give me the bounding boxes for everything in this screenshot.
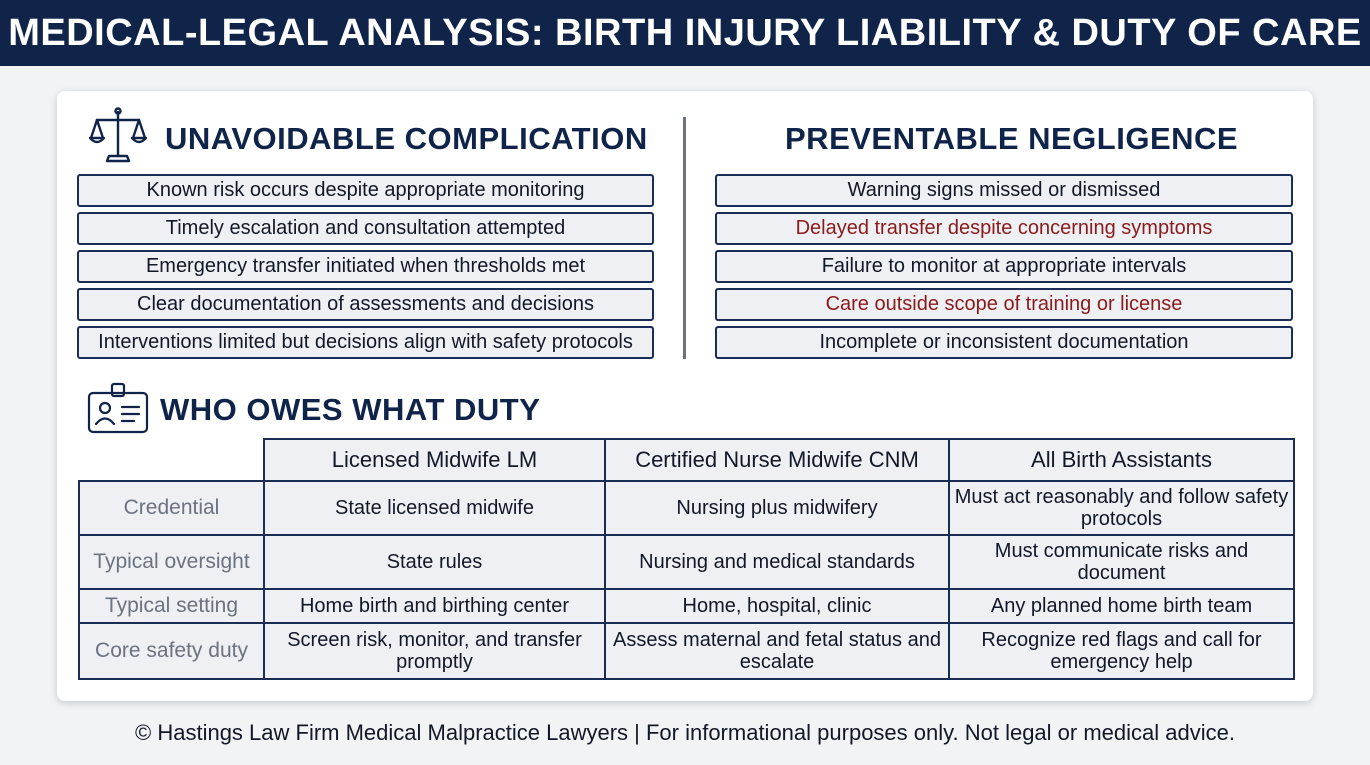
table-row xyxy=(79,589,1294,623)
table-cell: Screen risk, monitor, and transfer promptly xyxy=(264,623,605,679)
column-divider xyxy=(683,117,686,359)
table-header-row xyxy=(79,439,1294,481)
table-cell: State rules xyxy=(264,535,605,589)
duty-table xyxy=(78,438,1295,680)
table-cell: Assess maternal and fetal status and escalate xyxy=(605,623,949,679)
left-column-title: UNAVOIDABLE COMPLICATION xyxy=(165,121,648,156)
table-cell: State licensed midwife xyxy=(264,481,605,535)
table-cell: Home birth and birthing center xyxy=(264,589,605,623)
column-header: All Birth Assistants xyxy=(949,439,1294,481)
column-header: Licensed Midwife LM xyxy=(264,439,605,481)
right-column-title: PREVENTABLE NEGLIGENCE xyxy=(785,121,1239,156)
table-cell: Nursing plus midwifery xyxy=(605,481,949,535)
table-cell: Must act reasonably and follow safety protocols xyxy=(949,481,1294,535)
duty-section-title: WHO OWES WHAT DUTY xyxy=(160,392,541,427)
left-item: Known risk occurs despite appropriate monitoring xyxy=(77,174,654,207)
footer-disclaimer: © Hastings Law Firm Medical Malpractice Lawyers | For informational purposes only. Not legal or medical advice. xyxy=(135,720,1235,745)
table-cell: Home, hospital, clinic xyxy=(605,589,949,623)
column-header: Certified Nurse Midwife CNM xyxy=(605,439,949,481)
row-label: Typical oversight xyxy=(79,535,264,589)
table-row xyxy=(79,481,1294,535)
table-row xyxy=(79,623,1294,679)
left-item: Emergency transfer initiated when thresholds met xyxy=(77,250,654,283)
row-label: Core safety duty xyxy=(79,623,264,679)
row-label: Credential xyxy=(79,481,264,535)
left-item: Interventions limited but decisions align with safety protocols xyxy=(77,326,654,359)
table-corner xyxy=(79,439,264,481)
table-cell: Recognize red flags and call for emergency help xyxy=(949,623,1294,679)
left-item: Clear documentation of assessments and decisions xyxy=(77,288,654,321)
table-cell: Any planned home birth team xyxy=(949,589,1294,623)
table-cell: Must communicate risks and document xyxy=(949,535,1294,589)
right-item-highlighted: Care outside scope of training or license xyxy=(715,288,1293,321)
id-badge-icon xyxy=(86,381,150,435)
right-item: Incomplete or inconsistent documentation xyxy=(715,326,1293,359)
right-item-highlighted: Delayed transfer despite concerning symptoms xyxy=(715,212,1293,245)
right-item: Failure to monitor at appropriate intervals xyxy=(715,250,1293,283)
row-label: Typical setting xyxy=(79,589,264,623)
scales-icon xyxy=(87,106,149,166)
right-item: Warning signs missed or dismissed xyxy=(715,174,1293,207)
page-title: MEDICAL-LEGAL ANALYSIS: BIRTH INJURY LIABILITY & DUTY OF CARE xyxy=(8,11,1362,54)
table-cell: Nursing and medical standards xyxy=(605,535,949,589)
title-banner xyxy=(0,0,1370,66)
table-row xyxy=(79,535,1294,589)
left-item: Timely escalation and consultation attempted xyxy=(77,212,654,245)
